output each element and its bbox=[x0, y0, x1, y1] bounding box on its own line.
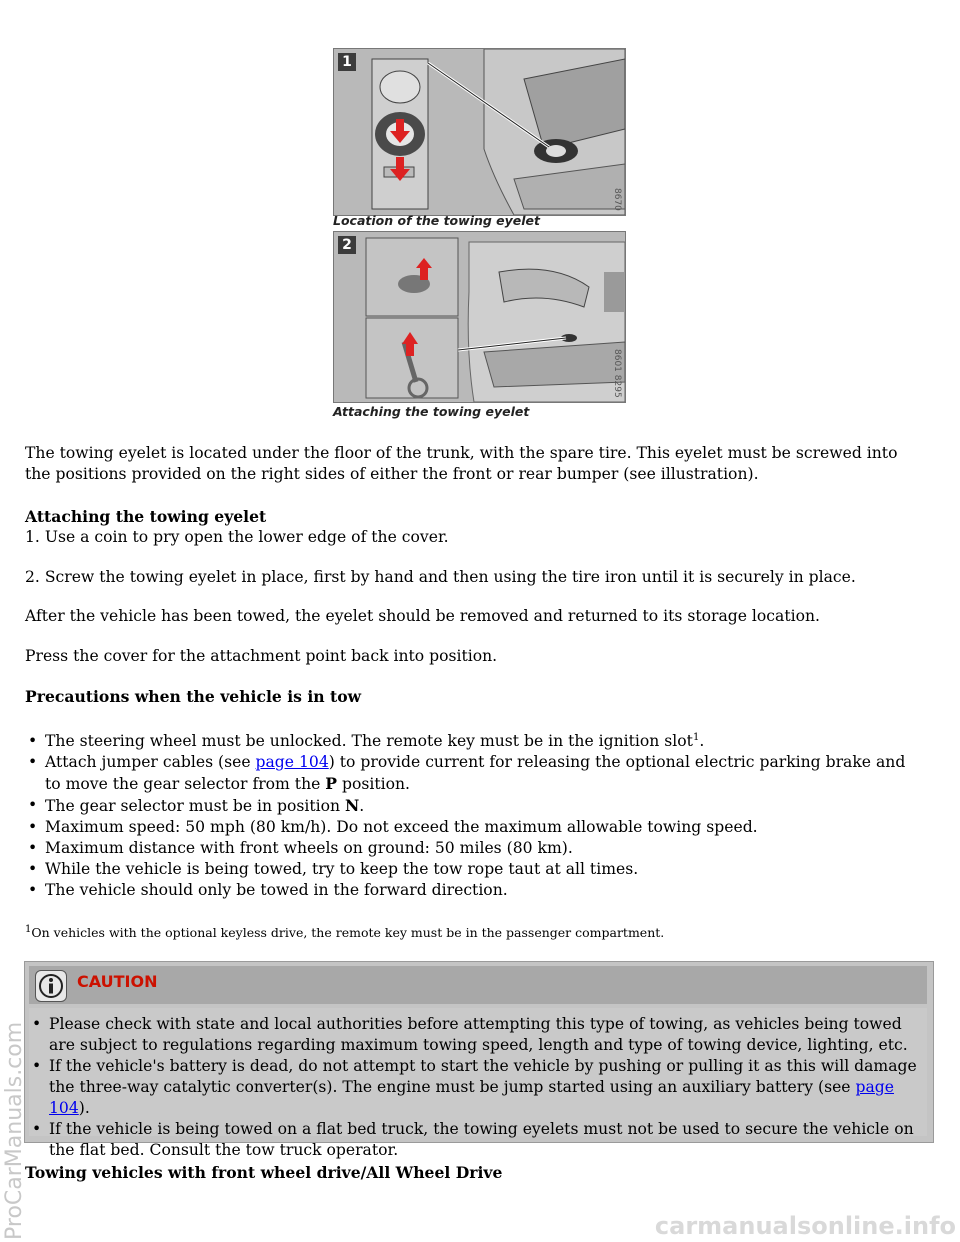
watermark-left: ProCarManuals.com bbox=[2, 1021, 27, 1240]
list-item: • Attach jumper cables (see page 104) to provide current for releasing the optional electric parking brake and to move the gear selector from the P position. bbox=[25, 752, 925, 795]
caution-box bbox=[24, 961, 934, 1159]
attach-heading: Attaching the towing eyelet bbox=[25, 507, 267, 526]
list-item: • Maximum speed: 50 mph (80 km/h). Do not exceed the maximum allowable towing speed. bbox=[25, 817, 925, 838]
info-icon bbox=[35, 970, 67, 1002]
precautions-heading: Precautions when the vehicle is in tow bbox=[25, 687, 362, 706]
page-104-link[interactable]: page 104 bbox=[255, 753, 329, 771]
trunk-illustration bbox=[334, 49, 625, 215]
precautions-list bbox=[25, 731, 925, 901]
watermark-bottom-right: carmanualsonline.info bbox=[654, 1212, 956, 1240]
step-1: 1. Use a coin to pry open the lower edge of the cover. bbox=[25, 528, 449, 546]
list-item: • If the vehicle is being towed on a flat bed truck, the towing eyelets must not be used to secure the vehicle on the flat bed. Consult the tow truck operator. bbox=[29, 1119, 925, 1161]
list-item: • The gear selector must be in position N. bbox=[25, 795, 925, 817]
caution-body bbox=[29, 1008, 927, 1159]
caution-title: CAUTION bbox=[77, 972, 158, 991]
bumper-illustration bbox=[334, 232, 625, 402]
list-item: • Maximum distance with front wheels on ground: 50 miles (80 km). bbox=[25, 838, 925, 859]
figure-trunk-location bbox=[333, 48, 626, 216]
list-item: • The steering wheel must be unlocked. The remote key must be in the ignition slot$^1$. bbox=[25, 731, 925, 752]
footnote-ref[interactable]: 1 bbox=[692, 731, 700, 743]
caution-header bbox=[29, 966, 927, 1004]
list-item: • If the vehicle's battery is dead, do not attempt to start the vehicle by pushing or pulling it as this will damage the three-way catalytic converter(s). The engine must be jump started using an auxiliary battery (see page 104). bbox=[29, 1056, 925, 1119]
list-item: • While the vehicle is being towed, try to keep the tow rope taut at all times. bbox=[25, 859, 925, 880]
page-104-link[interactable]: page 104 bbox=[49, 1078, 894, 1117]
bottom-heading: Towing vehicles with front wheel drive/All Wheel Drive bbox=[25, 1163, 503, 1182]
after-towed-paragraph: After the vehicle has been towed, the eyelet should be removed and returned to its storage location. bbox=[25, 607, 820, 625]
figure-code: 8601 8295 bbox=[612, 349, 622, 398]
intro-paragraph: The towing eyelet is located under the floor of the trunk, with the spare tire. This eyelet must be screwed into the positions provided on the right sides of either the front or rear bumper (see illustration). bbox=[25, 444, 898, 483]
press-cover-paragraph: Press the cover for the attachment point back into position. bbox=[25, 647, 498, 665]
figure-caption: Location of the towing eyelet bbox=[333, 213, 541, 228]
step-2: 2. Screw the towing eyelet in place, first by hand and then using the tire iron until it is securely in place. bbox=[25, 568, 856, 586]
figure-caption: Attaching the towing eyelet bbox=[333, 404, 530, 419]
caution-list bbox=[29, 1014, 925, 1161]
figure-number: 1 bbox=[338, 53, 356, 71]
footnote: $^1$On vehicles with the optional keyless drive, the remote key must be in the passenger compartment. bbox=[25, 923, 665, 940]
figure-attach-eyelet bbox=[333, 231, 626, 403]
figure-code: 8670 bbox=[612, 188, 622, 211]
list-item: • The vehicle should only be towed in the forward direction. bbox=[25, 880, 925, 901]
list-item: • Please check with state and local authorities before attempting this type of towing, as vehicles being towed are subject to regulations regarding maximum towing speed, length and type of towing device, lighting, etc. bbox=[29, 1014, 925, 1056]
figure-number: 2 bbox=[338, 236, 356, 254]
